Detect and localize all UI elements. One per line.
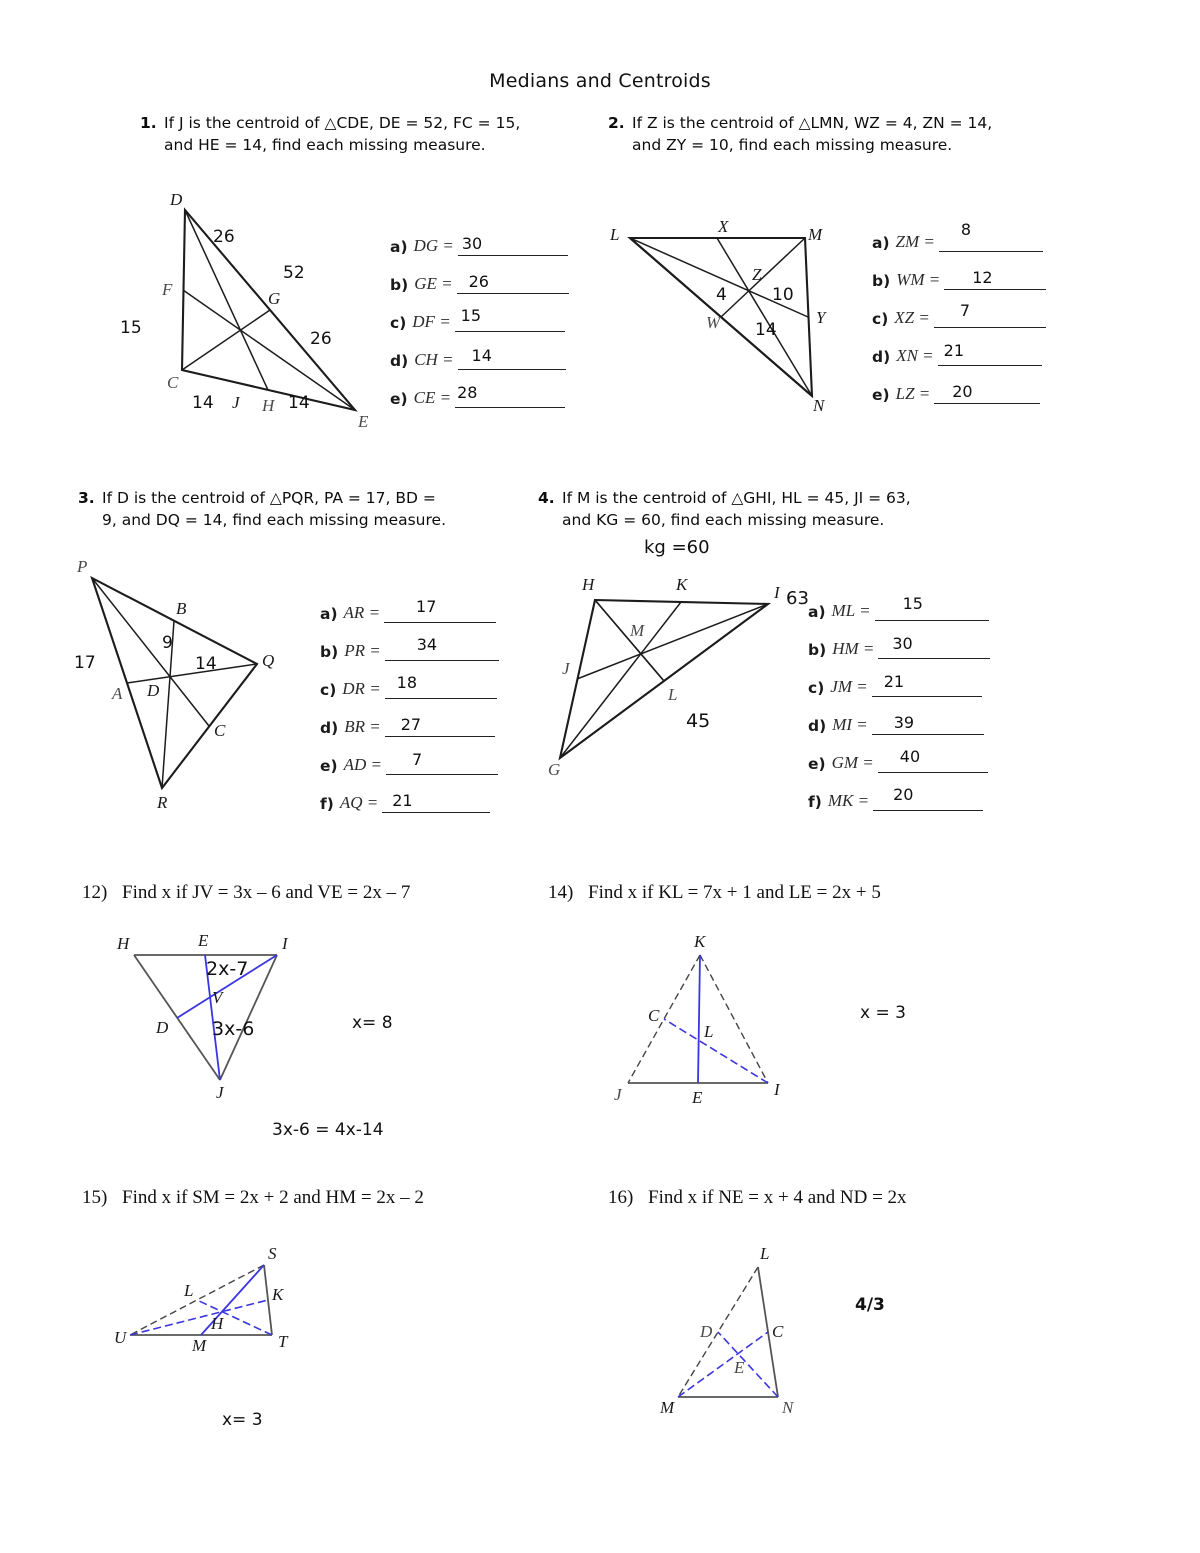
answer-blank-c[interactable] — [934, 301, 1046, 328]
problem-12-prompt: Find x if JV = 3x – 6 and VE = 2x – 7 — [122, 882, 411, 903]
answer-value-e: 20 — [952, 382, 973, 401]
problem-12-work: 3x-6 = 4x-14 — [272, 1120, 384, 1140]
answer-label-e: LZ = — [895, 384, 931, 403]
answer-blank-e[interactable] — [934, 384, 1040, 404]
svg-text:I: I — [774, 583, 780, 602]
answer-value-a: 15 — [902, 594, 923, 613]
answer-value-d: 21 — [943, 341, 964, 360]
svg-text:E: E — [692, 1088, 703, 1107]
problem-3-heading — [78, 487, 538, 532]
answer-value-a: 8 — [960, 220, 972, 239]
problem-1-prompt-line1: If J is the centroid of △CDE, DE = 52, FC = 15, — [164, 114, 521, 132]
answer-blank-c[interactable] — [872, 672, 982, 697]
problem-4-heading — [538, 487, 1038, 532]
answer-blank-d[interactable] — [458, 346, 566, 370]
svg-text:M: M — [192, 1336, 207, 1355]
svg-text:L: L — [610, 225, 620, 244]
svg-text:N: N — [813, 396, 825, 415]
svg-text:L: L — [668, 685, 678, 704]
problem-16-heading — [608, 1185, 1078, 1212]
svg-text:K: K — [272, 1285, 284, 1304]
svg-text:M: M — [630, 621, 645, 640]
svg-text:R: R — [157, 793, 168, 812]
answer-row-a — [390, 218, 569, 256]
svg-text:W: W — [706, 313, 721, 332]
answer-label-e: AD = — [343, 755, 382, 774]
problem-12-number: 12) — [82, 882, 108, 903]
problem-4-diagram — [540, 572, 810, 802]
svg-text:C: C — [648, 1006, 660, 1025]
problem-2-prompt-line1: If Z is the centroid of △LMN, WZ = 4, ZN = 14, — [632, 114, 993, 132]
svg-text:T: T — [278, 1332, 288, 1351]
problem-14 — [548, 880, 1018, 907]
svg-text:C: C — [167, 373, 179, 392]
svg-text:B: B — [176, 599, 187, 618]
answer-label-c: JM = — [830, 677, 868, 696]
answer-label-a: ZM = — [895, 232, 935, 251]
problem-15-heading — [82, 1185, 552, 1212]
svg-text:S: S — [268, 1244, 277, 1263]
svg-text:Q: Q — [262, 651, 275, 670]
answer-letter-f: f) — [320, 795, 334, 813]
answer-label-c: DF = — [412, 312, 451, 331]
answer-label-d: BR = — [344, 717, 381, 736]
answer-row-b — [872, 252, 1046, 290]
problem-16 — [608, 1185, 1078, 1212]
answer-blank-d[interactable] — [385, 717, 495, 737]
answer-row-c — [808, 659, 990, 697]
problem-1-prompt-line2: and HE = 14, find each missing measure. — [164, 136, 486, 155]
answer-blank-f[interactable] — [382, 793, 490, 813]
svg-text:K: K — [676, 575, 688, 594]
answer-letter-c: c) — [390, 314, 407, 332]
problem-4-prompt-line1: If M is the centroid of △GHI, HL = 45, JI = 63, — [562, 489, 911, 507]
svg-text:G: G — [268, 289, 281, 308]
svg-text:E: E — [198, 931, 209, 950]
answer-row-e — [320, 737, 499, 775]
svg-text:C: C — [214, 721, 226, 740]
answer-letter-d: d) — [390, 352, 409, 370]
svg-text:52: 52 — [283, 263, 305, 283]
problem-14-diagram — [590, 932, 790, 1107]
answer-value-c: 18 — [396, 673, 418, 692]
answer-label-d: CH = — [414, 350, 454, 369]
svg-text:Y: Y — [816, 308, 826, 327]
problem-4-note: kg =60 — [644, 537, 710, 558]
svg-text:Z: Z — [752, 265, 762, 284]
problem-4-measure-63: 63 — [786, 588, 809, 609]
page-title: Medians and Centroids — [489, 70, 711, 92]
answer-row-e — [390, 370, 569, 408]
answer-letter-e: e) — [320, 757, 338, 775]
problem-1-answers — [390, 218, 569, 408]
answer-label-b: PR = — [344, 641, 381, 660]
problem-12-diagram — [112, 931, 332, 1102]
problem-12 — [82, 880, 552, 907]
svg-text:P: P — [77, 557, 88, 576]
answer-label-a: DG = — [413, 236, 454, 255]
answer-blank-d[interactable] — [938, 341, 1042, 366]
answer-value-c: 7 — [959, 301, 971, 320]
svg-text:15: 15 — [120, 318, 142, 338]
answer-row-a — [808, 583, 990, 621]
svg-text:J: J — [562, 659, 570, 678]
problem-2-heading — [608, 112, 1088, 157]
answer-blank-c[interactable] — [385, 673, 497, 699]
problem-14-heading — [548, 880, 1018, 907]
svg-text:H: H — [262, 396, 275, 415]
problem-15 — [82, 1185, 552, 1212]
answer-row-e — [872, 366, 1046, 404]
svg-text:H: H — [582, 575, 595, 594]
svg-text:J: J — [232, 393, 240, 412]
answer-row-b — [808, 621, 990, 659]
answer-blank-f[interactable] — [873, 785, 983, 811]
problem-3 — [78, 487, 538, 532]
svg-text:14: 14 — [192, 393, 214, 413]
svg-text:2x-7: 2x-7 — [206, 958, 249, 980]
answer-letter-e: e) — [390, 390, 408, 408]
answer-blank-e[interactable] — [455, 383, 565, 408]
answer-letter-b: b) — [320, 643, 339, 661]
answer-letter-c: c) — [872, 310, 889, 328]
answer-blank-a[interactable] — [875, 594, 989, 621]
answer-letter-a: a) — [390, 238, 408, 256]
answer-blank-a[interactable] — [939, 220, 1043, 252]
answer-letter-b: b) — [872, 272, 891, 290]
svg-text:26: 26 — [213, 227, 235, 247]
svg-text:9: 9 — [162, 633, 173, 653]
svg-text:M: M — [808, 225, 823, 244]
problem-3-diagram — [72, 556, 302, 816]
answer-blank-a[interactable] — [458, 236, 568, 256]
svg-text:X: X — [718, 217, 729, 236]
answer-row-f — [808, 773, 990, 811]
answer-blank-b[interactable] — [457, 274, 569, 294]
svg-text:I: I — [774, 1080, 780, 1099]
answer-row-c — [390, 294, 569, 332]
answer-blank-a[interactable] — [384, 597, 496, 623]
answer-letter-e: e) — [808, 755, 826, 773]
answer-value-e: 40 — [899, 747, 921, 766]
svg-text:A: A — [112, 684, 123, 703]
answer-row-f — [320, 775, 499, 813]
problem-1-heading — [140, 112, 610, 157]
answer-letter-f: f) — [808, 793, 822, 811]
answer-letter-a: a) — [808, 603, 826, 621]
answer-letter-a: a) — [872, 234, 890, 252]
problem-16-answer: 4/3 — [855, 1295, 885, 1315]
svg-text:C: C — [772, 1322, 784, 1341]
problem-2-prompt-line2: and ZY = 10, find each missing measure. — [632, 136, 953, 155]
answer-blank-b[interactable] — [878, 634, 990, 659]
svg-text:I: I — [282, 934, 288, 953]
svg-text:N: N — [782, 1398, 794, 1417]
answer-letter-d: d) — [872, 348, 891, 366]
answer-value-c: 21 — [883, 672, 905, 691]
svg-text:14: 14 — [195, 654, 217, 674]
problem-2-prompt — [632, 112, 1088, 157]
answer-value-b: 26 — [468, 272, 489, 291]
problem-3-number: 3. — [78, 489, 95, 507]
problem-3-prompt-line1: If D is the centroid of △PQR, PA = 17, BD = — [102, 489, 436, 507]
answer-blank-e[interactable] — [878, 747, 988, 773]
svg-text:F: F — [162, 280, 173, 299]
problem-4-prompt-line2: and KG = 60, find each missing measure. — [562, 511, 885, 530]
svg-text:D: D — [147, 681, 160, 700]
problem-1-diagram — [120, 190, 380, 432]
answer-letter-a: a) — [320, 605, 338, 623]
svg-text:E: E — [734, 1358, 745, 1377]
problem-12-heading — [82, 880, 552, 907]
answer-row-e — [808, 735, 990, 773]
answer-value-e: 28 — [457, 383, 478, 402]
problem-4-answers — [808, 583, 990, 811]
svg-text:D: D — [170, 190, 183, 209]
answer-row-a — [872, 214, 1046, 252]
problem-15-number: 15) — [82, 1187, 108, 1208]
answer-blank-b[interactable] — [385, 635, 499, 661]
answer-value-a: 17 — [416, 597, 437, 616]
answer-value-f: 20 — [893, 785, 914, 804]
answer-blank-d[interactable] — [872, 715, 984, 735]
problem-16-number: 16) — [608, 1187, 634, 1208]
problem-14-prompt: Find x if KL = 7x + 1 and LE = 2x + 5 — [588, 882, 881, 903]
answer-label-b: GE = — [414, 274, 453, 293]
answer-row-d — [320, 699, 499, 737]
svg-text:V: V — [212, 988, 223, 1007]
problem-1-prompt — [164, 112, 610, 157]
answer-label-d: XN = — [896, 346, 934, 365]
svg-text:G: G — [548, 760, 561, 779]
answer-value-b: 30 — [892, 634, 913, 653]
answer-letter-c: c) — [320, 681, 337, 699]
answer-label-e: CE = — [413, 388, 452, 407]
problem-2-diagram — [600, 217, 850, 415]
answer-value-d: 39 — [893, 713, 915, 732]
svg-text:L: L — [184, 1281, 194, 1300]
answer-letter-b: b) — [808, 641, 827, 659]
svg-text:14: 14 — [288, 393, 310, 413]
svg-text:17: 17 — [74, 653, 96, 673]
svg-text:45: 45 — [686, 710, 711, 732]
answer-value-f: 21 — [392, 791, 413, 810]
answer-row-c — [320, 661, 499, 699]
svg-text:J: J — [614, 1085, 622, 1104]
problem-4-prompt — [562, 487, 1038, 532]
problem-15-diagram — [112, 1243, 332, 1373]
answer-label-c: XZ = — [894, 308, 930, 327]
problem-4 — [538, 487, 1038, 532]
problem-2-number: 2. — [608, 114, 625, 132]
problem-4-number: 4. — [538, 489, 555, 507]
answer-row-d — [872, 328, 1046, 366]
svg-text:H: H — [211, 1314, 224, 1333]
answer-value-b: 34 — [416, 635, 438, 654]
problem-1 — [140, 112, 610, 157]
answer-letter-b: b) — [390, 276, 409, 294]
answer-label-c: DR = — [342, 679, 381, 698]
answer-value-c: 15 — [460, 306, 482, 325]
problem-15-prompt: Find x if SM = 2x + 2 and HM = 2x – 2 — [122, 1187, 424, 1208]
answer-row-d — [808, 697, 990, 735]
problem-14-number: 14) — [548, 882, 574, 903]
svg-text:L: L — [704, 1022, 714, 1041]
svg-text:3x-6: 3x-6 — [212, 1018, 255, 1040]
svg-text:M: M — [660, 1398, 675, 1417]
answer-label-a: ML = — [831, 601, 871, 620]
problem-1-number: 1. — [140, 114, 157, 132]
answer-row-c — [872, 290, 1046, 328]
answer-blank-c[interactable] — [455, 306, 565, 332]
answer-letter-d: d) — [808, 717, 827, 735]
svg-text:D: D — [700, 1322, 713, 1341]
answer-label-f: AQ = — [339, 793, 379, 812]
svg-text:J: J — [216, 1083, 224, 1102]
svg-text:E: E — [358, 412, 369, 431]
svg-text:4: 4 — [716, 285, 727, 305]
answer-label-e: GM = — [831, 753, 874, 772]
answer-value-d: 27 — [400, 715, 422, 734]
answer-row-b — [390, 256, 569, 294]
problem-12-answer: x= 8 — [352, 1013, 393, 1033]
problem-2 — [608, 112, 1088, 157]
answer-letter-d: d) — [320, 719, 339, 737]
problem-14-answer: x = 3 — [860, 1003, 906, 1023]
svg-text:10: 10 — [772, 285, 794, 305]
svg-text:L: L — [760, 1244, 770, 1263]
answer-letter-e: e) — [872, 386, 890, 404]
svg-text:U: U — [114, 1328, 127, 1347]
answer-value-b: 12 — [972, 268, 993, 287]
answer-label-b: WM = — [896, 270, 941, 289]
problem-15-answer: x= 3 — [222, 1410, 263, 1430]
answer-value-d: 14 — [471, 346, 492, 365]
answer-label-d: MI = — [832, 715, 868, 734]
answer-value-a: 30 — [461, 234, 483, 253]
answer-letter-c: c) — [808, 679, 825, 697]
answer-row-a — [320, 585, 499, 623]
problem-3-prompt — [102, 487, 538, 532]
svg-text:K: K — [694, 932, 706, 951]
problem-16-prompt: Find x if NE = x + 4 and ND = 2x — [648, 1187, 907, 1208]
problem-3-prompt-line2: 9, and DQ = 14, find each missing measure. — [102, 511, 446, 530]
svg-text:H: H — [117, 934, 130, 953]
answer-label-f: MK = — [827, 791, 870, 810]
answer-blank-e[interactable] — [386, 750, 498, 775]
svg-text:26: 26 — [310, 329, 332, 349]
answer-label-b: HM = — [832, 639, 875, 658]
answer-blank-b[interactable] — [944, 270, 1046, 290]
answer-row-b — [320, 623, 499, 661]
problem-3-answers — [320, 585, 499, 813]
svg-text:D: D — [156, 1018, 169, 1037]
answer-row-d — [390, 332, 569, 370]
problem-2-answers — [872, 214, 1046, 404]
problem-16-diagram — [660, 1245, 860, 1425]
answer-value-e: 7 — [412, 750, 423, 769]
svg-text:14: 14 — [755, 320, 777, 340]
answer-label-a: AR = — [343, 603, 381, 622]
